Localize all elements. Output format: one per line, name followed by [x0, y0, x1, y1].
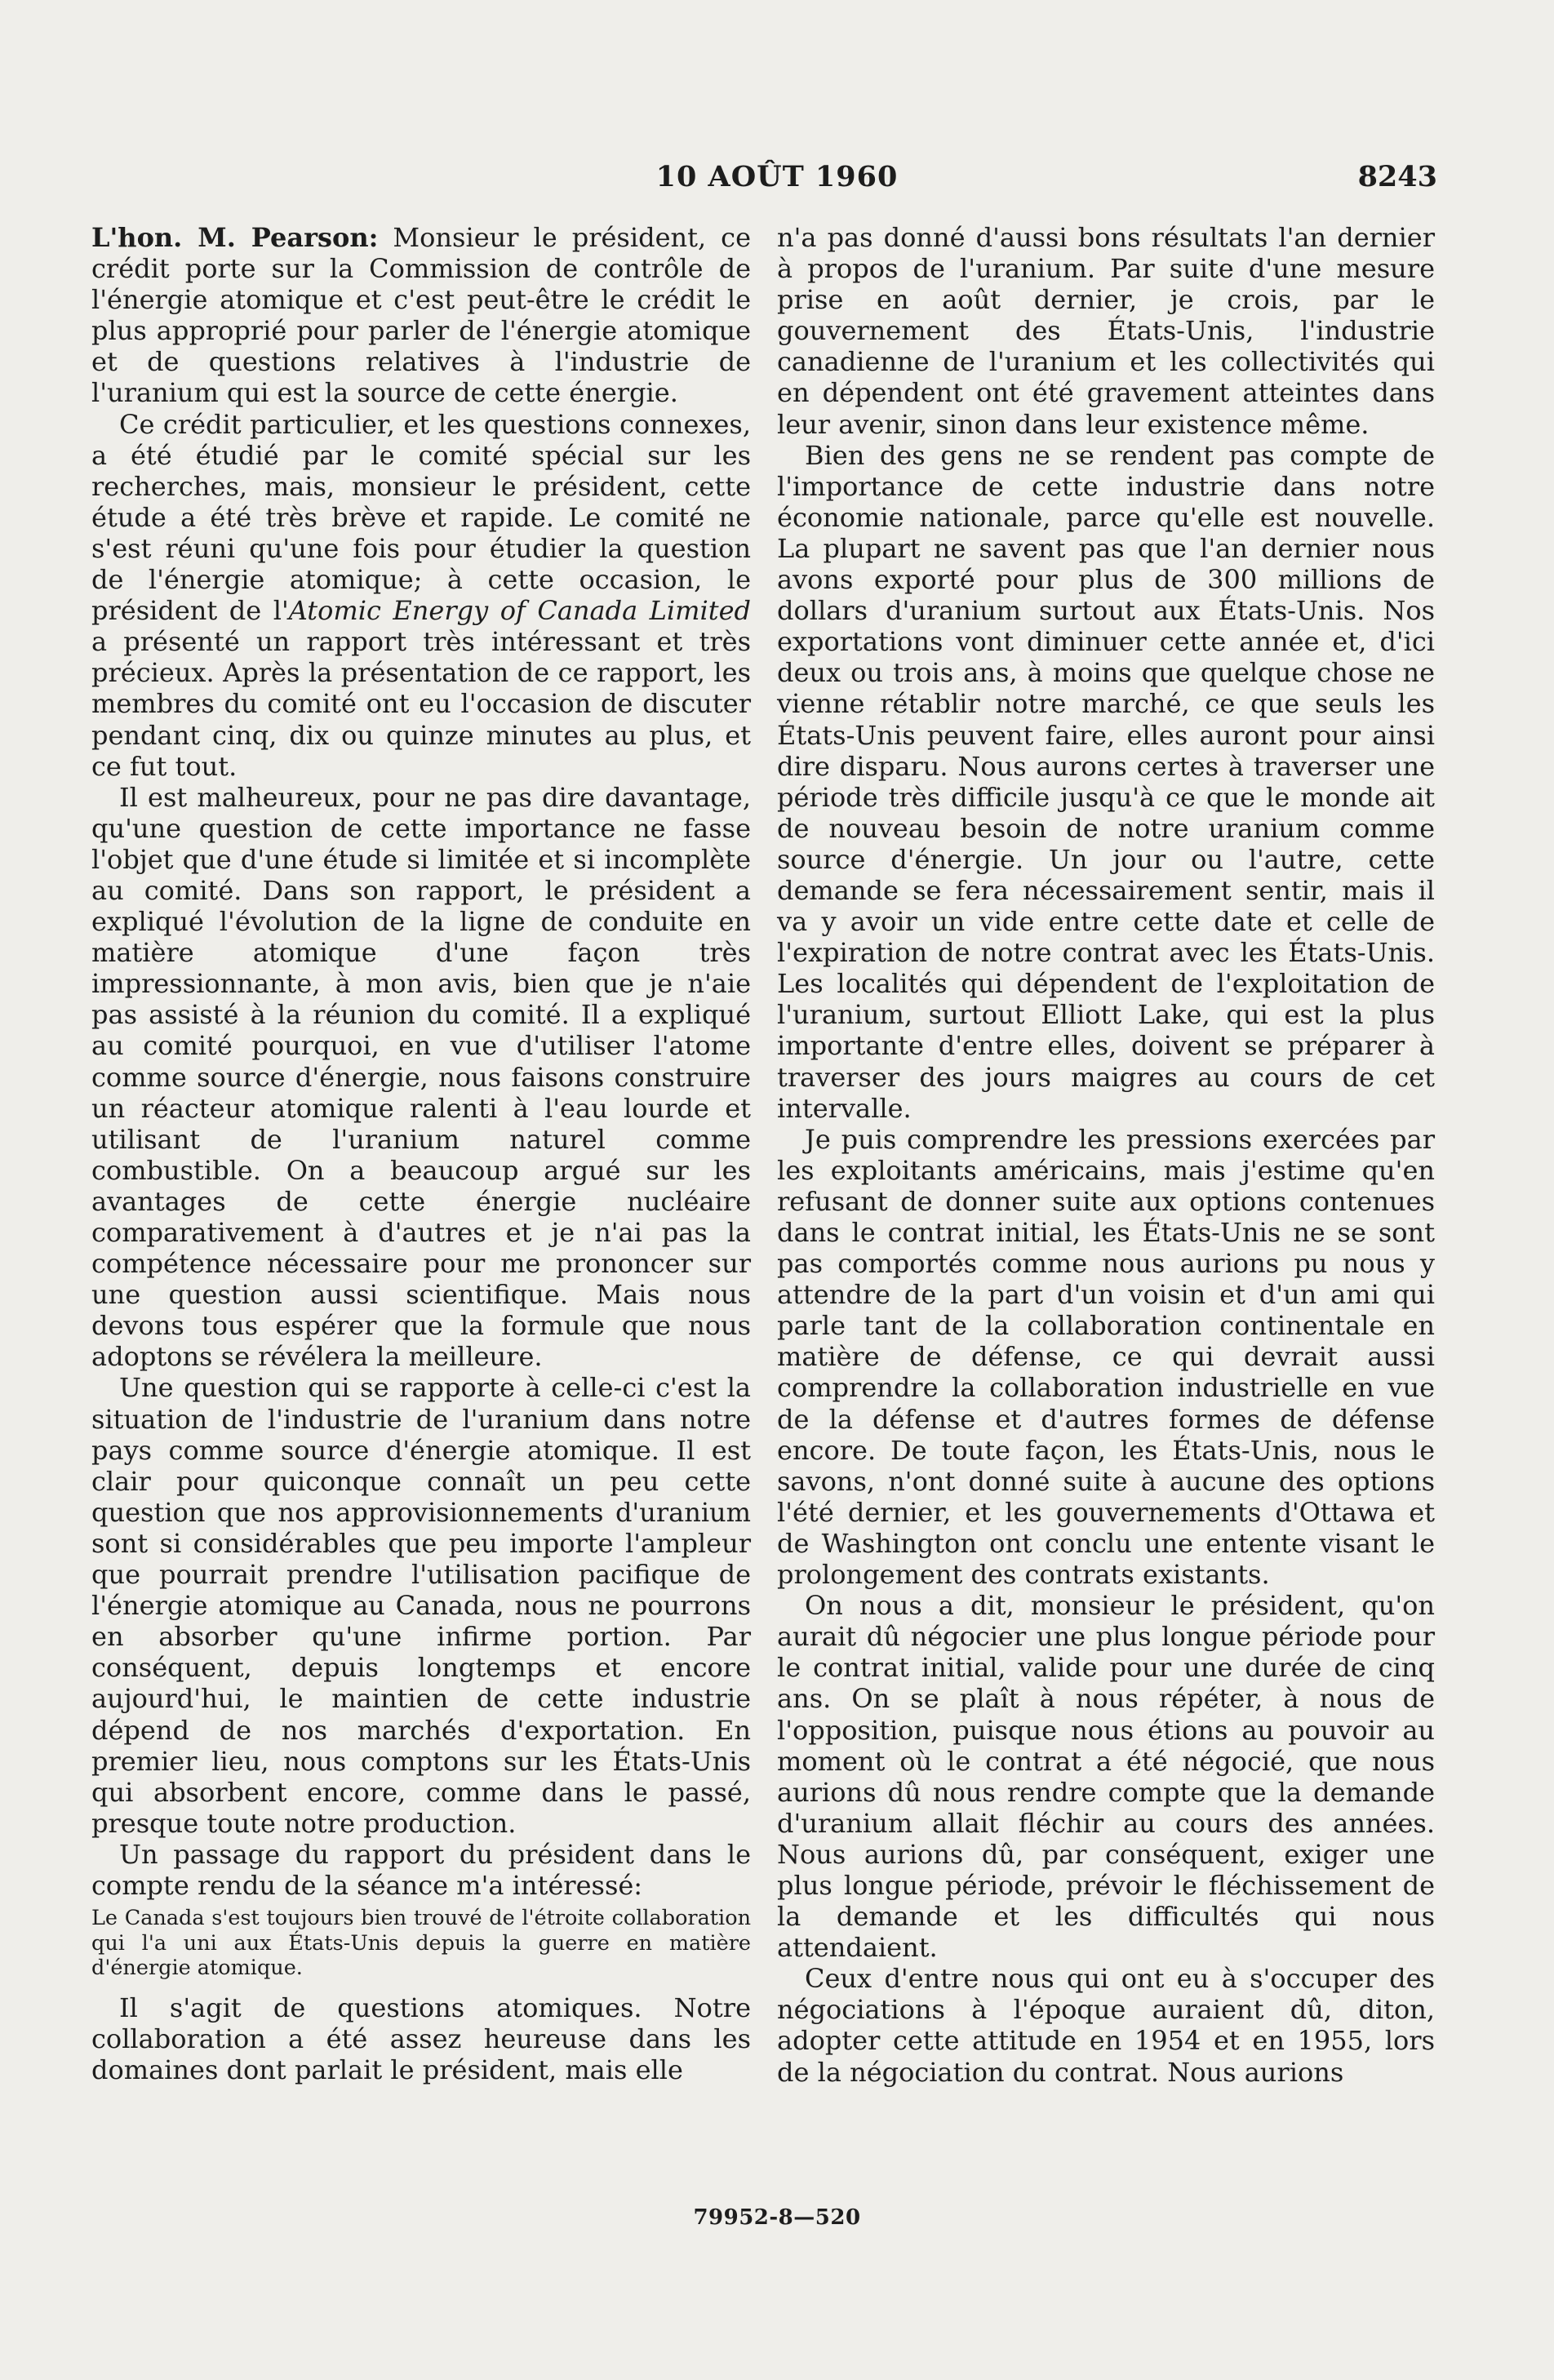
printer-code-footer: 79952-8—520: [693, 2205, 861, 2230]
paragraph: Une question qui se rapporte à celle-ci c'est la situation de l'industrie de l'uranium dans notre pays comme source d'énergie atomique. Il est clair pour quiconque connaît un peu cette question que nos approvisionnements d'uranium sont si considérables que peu importe l'ampleur que pourrait prendre l'utilisation pacifique de l'énergie atomique au Canada, nous ne pourrons en absorber qu'une infirme portion. Par conséquent, depuis longtemps et encore aujourd'hui, le maintien de cette industrie dépend de nos marchés d'exportation. En premier lieu, nous comptons sur les États-Unis qui absorbent encore, comme dans le passé, presque toute notre production.: [91, 1372, 751, 1839]
paragraph-text: a présenté un rapport très intéressant et très précieux. Après la présentation de ce rapport, les membres du comité ont eu l'occasion de discuter pendant cinq, dix ou quinze minutes au plus, et ce fut tout.: [91, 626, 751, 782]
paragraph: [91, 409, 751, 782]
paragraph-text: Ce crédit particulier, et les questions connexes, a été étudié par le comité spécial sur les recherches, mais, monsieur le président, cette étude a été très brève et rapide. Le comité ne s'est réuni qu'une fois pour étudier la question de l'énergie atomique; à cette occasion, le président de l': [91, 408, 751, 627]
paragraph: Bien des gens ne se rendent pas compte de l'importance de cette industrie dans notre économie nationale, parce qu'elle est nouvelle. La plupart ne savent pas que l'an dernier nous avons exporté pour plus de 300 millions de dollars d'uranium surtout aux États-Unis. Nos exportations vont diminuer cette année et, d'ici deux ou trois ans, à moins que quelque chose ne vienne rétablir notre marché, ce que seuls les États-Unis peuvent faire, elles auront pour ainsi dire disparu. Nous aurons certes à traverser une période très difficile jusqu'à ce que le monde ait de nouveau besoin de notre uranium comme source d'énergie. Un jour ou l'autre, cette demande se fera nécessairement sentir, mais il va y avoir un vide entre cette date et celle de l'expiration de notre contrat avec les États-Unis. Les localités qui dépendent de l'exploitation de l'uranium, surtout Elliott Lake, qui est la plus importante d'entre elles, doivent se préparer à traverser des jours maigres au cours de cet intervalle.: [777, 439, 1435, 1124]
paragraph: Ceux d'entre nous qui ont eu à s'occuper des négociations à l'époque auraient dû, diton, adopter cette attitude en 1954 et en 1955, lors de la négociation du contrat. Nous aurions: [777, 1963, 1435, 2088]
paragraph: n'a pas donné d'aussi bons résultats l'an dernier à propos de l'uranium. Par suite d'une mesure prise en août dernier, je crois, par le gouvernement des États-Unis, l'industrie canadienne de l'uranium et les collectivités qui en dépendent ont été gravement atteintes dans leur avenir, sinon dans leur existence même.: [777, 222, 1435, 440]
paragraph: Il s'agit de questions atomiques. Notre collaboration a été assez heureuse dans les domaines dont parlait le président, mais elle: [91, 1991, 751, 2085]
left-column: [91, 222, 751, 2085]
block-quote: Le Canada s'est toujours bien trouvé de l'étroite collaboration qui l'a uni aux États-Unis depuis la guerre en matière d'énergie atomique.: [91, 1906, 751, 1981]
paragraph: Je puis comprendre les pressions exercées par les exploitants américains, mais j'estime qu'en refusant de donner suite aux options contenues dans le contrat initial, les États-Unis ne se sont pas comportés comme nous aurions pu nous y attendre de la part d'un voisin et d'un ami qui parle tant de la collaboration continentale en matière de défense, ce qui devrait aussi comprendre la collaboration industrielle en vue de la défense et d'autres formes de défense encore. De toute façon, les États-Unis, nous le savons, n'ont donné suite à aucune des options l'été dernier, et les gouvernements d'Ottawa et de Washington ont conclu une entente visant le prolongement des contrats existants.: [777, 1123, 1435, 1591]
speaker-name: L'hon. M. Pearson:: [91, 222, 379, 253]
page-date-header: 10 AOÛT 1960: [655, 160, 899, 193]
paragraph-text: Monsieur le président, ce crédit porte sur la Commission de contrôle de l'énergie atomique et c'est peut-être le crédit le plus approprié pour parler de l'énergie atomique et de questions relatives à l'industrie de l'uranium qui est la source de cette énergie.: [91, 222, 752, 409]
right-column: [777, 222, 1435, 2088]
paragraph: Il est malheureux, pour ne pas dire davantage, qu'une question de cette importance ne fasse l'objet que d'une étude si limitée et si incomplète au comité. Dans son rapport, le président a expliqué l'évolution de la ligne de conduite en matière atomique d'une façon très impressionnante, à mon avis, bien que je n'aie pas assisté à la réunion du comité. Il a expliqué au comité pourquoi, en vue d'utiliser l'atome comme source d'énergie, nous faisons construire un réacteur atomique ralenti à l'eau lourde et utilisant de l'uranium naturel comme combustible. On a beaucoup argué sur les avantages de cette énergie nucléaire comparativement à d'autres et je n'ai pas la compétence nécessaire pour me prononcer sur une question aussi scientifique. Mais nous devons tous espérer que la formule que nous adoptons se révélera la meilleure.: [91, 781, 751, 1373]
company-name: Atomic Energy of Canada Limited: [288, 595, 752, 627]
paragraph: On nous a dit, monsieur le président, qu'on aurait dû négocier une plus longue période pour le contrat initial, valide pour une durée de cinq ans. On se plaît à nous répéter, à nous de l'opposition, puisque nous étions au pouvoir au moment où le contrat a été négocié, que nous aurions dû nous rendre compte que la demande d'uranium allait fléchir au cours des années. Nous aurions dû, par conséquent, exiger une plus longue période, prévoir le fléchissement de la demande et les difficultés qui nous attendaient.: [777, 1590, 1435, 1964]
page-number: 8243: [1357, 160, 1437, 193]
paragraph: Un passage du rapport du président dans le compte rendu de la séance m'a intéressé:: [91, 1838, 751, 1901]
paragraph: [91, 222, 751, 409]
